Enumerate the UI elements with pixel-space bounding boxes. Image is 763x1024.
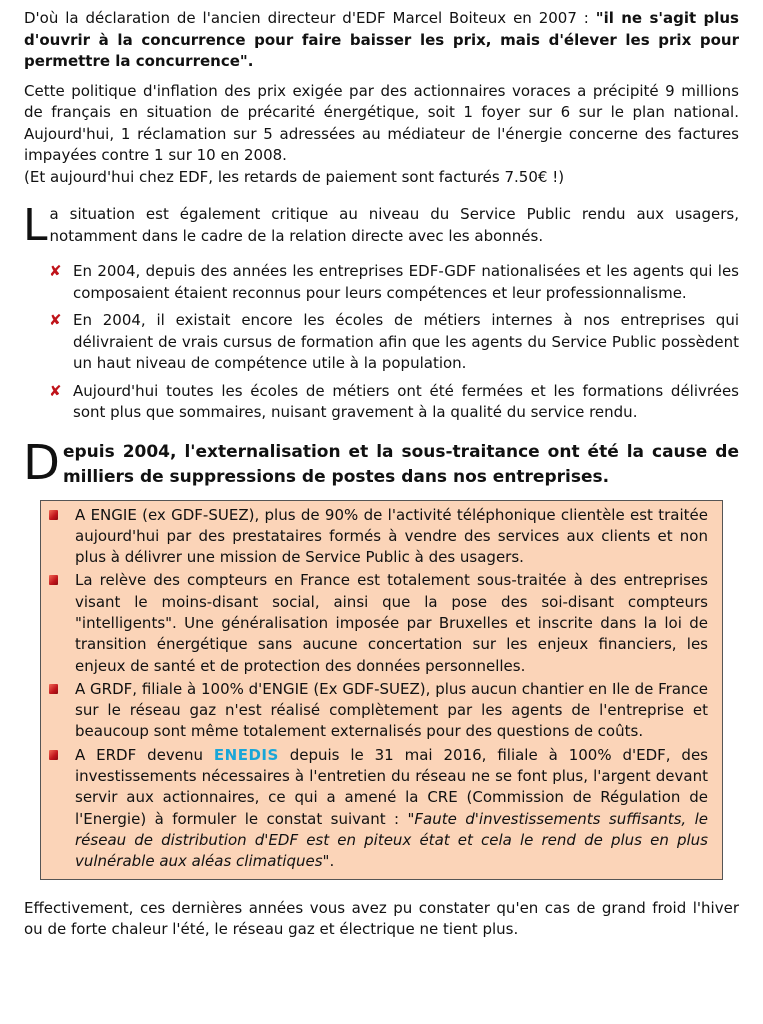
conclusion-paragraph: Effectivement, ces dernières années vous avez pu constater qu'en cas de grand froid l'hiver ou de forte chaleur l'été, le réseau gaz et électrique ne tient plus.: [24, 898, 739, 939]
dropcap-letter: D: [23, 434, 60, 491]
outsourcing-heading-text: epuis 2004, l'externalisation et la sous-traitance ont été la cause de milliers de suppressions de postes dans nos entreprises.: [62, 441, 739, 487]
red-square-bullet-icon: [49, 510, 58, 520]
list-item: [75, 505, 708, 569]
cross-icon: ✘: [49, 262, 62, 280]
list-item-text: Aujourd'hui toutes les écoles de métiers ont été fermées et les formations délivrées sont plus que sommaires, nuisant gravement à la qualité du service rendu.: [73, 381, 739, 421]
list-item: [49, 381, 739, 424]
outsourcing-box: [40, 500, 723, 880]
list-item: [75, 745, 708, 873]
outsourcing-heading: [23, 434, 739, 491]
list-item: [49, 310, 739, 375]
list-item-text: A GRDF, filiale à 100% d'ENGIE (Ex GDF-SUEZ), plus aucun chantier en Ile de France sur le réseau gaz n'est réalisé complètement par les agents de l'entreprise et beaucoup sont même totalement externalisés pour des questions de coûts.: [75, 679, 708, 741]
dropcap-letter: L: [23, 200, 48, 251]
list-item: [75, 570, 708, 676]
red-square-bullet-icon: [49, 684, 58, 694]
list-item-text: La relève des compteurs en France est totalement sous-traitée à des entreprises visant le moins-disant social, ainsi que la pose des soi-disant compteurs "intelligents". Une généralisation imposée par Bruxelles et inscrite dans la loi de transition énergétique sans aucune concertation sur les enjeux financiers, les enjeux de santé et de protection des données personnelles.: [75, 571, 708, 675]
red-square-bullet-icon: [49, 750, 58, 760]
cross-icon: ✘: [49, 311, 62, 329]
cre-quote: "Faute d'investissements suffisants, le réseau de distribution d'EDF est en piteux état et cela le rend de plus en plus vulnérable aux aléas climatiques: [75, 809, 708, 871]
list-item-text: En 2004, depuis des années les entreprises EDF-GDF nationalisées et les agents qui les composaient étaient reconnus pour leurs compétences et leur professionnalisme.: [73, 262, 739, 302]
price-inflation-paragraph: [24, 81, 739, 189]
price-inflation-text: Cette politique d'inflation des prix exigée par des actionnaires voraces a précipité 9 millions de français en situation de précarité énergétique, soit 1 foyer sur 6 sur le plan national. Aujourd'hui, 1 réclamation sur 5 adressées au médiateur de l'énergie concerne des factures impayées contre 1 sur 10 en 2008.: [24, 81, 739, 164]
list-item-text: depuis le 31 mai 2016, filiale à 100% d'EDF, des investissements nécessaires à l'entretien du réseau ne se font plus, l'argent devant servir aux actionnaires, ce qui a amené la CRE (Commission de Régulation de l'Energie) à formuler le constat suivant :: [75, 745, 709, 828]
service-public-text: a situation est également critique au niveau du Service Public rendu aux usagers, notamment dans le cadre de la relation directe avec les abonnés.: [49, 205, 739, 245]
service-public-list: [24, 261, 739, 424]
intro-quote: "il ne s'agit plus d'ouvrir à la concurrence pour faire baisser les prix, mais d'élever les prix pour permettre la concurrence".: [24, 9, 739, 70]
list-item: [49, 261, 739, 304]
late-payment-note: (Et aujourd'hui chez EDF, les retards de paiement sont facturés 7.50€ !): [24, 167, 565, 186]
outsourcing-list: [75, 505, 708, 873]
list-item-text: En 2004, il existait encore les écoles de métiers internes à nos entreprises qui délivraient de vrais cursus de formation afin que les agents du Service Public possèdent un haut niveau de compétence utile à la population.: [73, 311, 739, 372]
list-item: [75, 679, 708, 743]
intro-lead: D'où la déclaration de l'ancien directeur d'EDF Marcel Boiteux en 2007 :: [24, 9, 596, 27]
cross-icon: ✘: [49, 381, 62, 400]
list-item-text: A ERDF devenu: [75, 745, 214, 764]
list-item-text: A ENGIE (ex GDF-SUEZ), plus de 90% de l'activité téléphonique clientèle est traitée aujourd'hui par des prestataires formés à vendre des services aux clients et non plus à délivrer une mission de Service Public à des usagers.: [75, 505, 708, 567]
quote-end: ".: [322, 852, 335, 871]
intro-paragraph: [24, 8, 739, 73]
red-square-bullet-icon: [49, 575, 58, 585]
service-public-paragraph: [23, 200, 739, 251]
enedis-logo-text: ENEDIS: [213, 745, 279, 764]
